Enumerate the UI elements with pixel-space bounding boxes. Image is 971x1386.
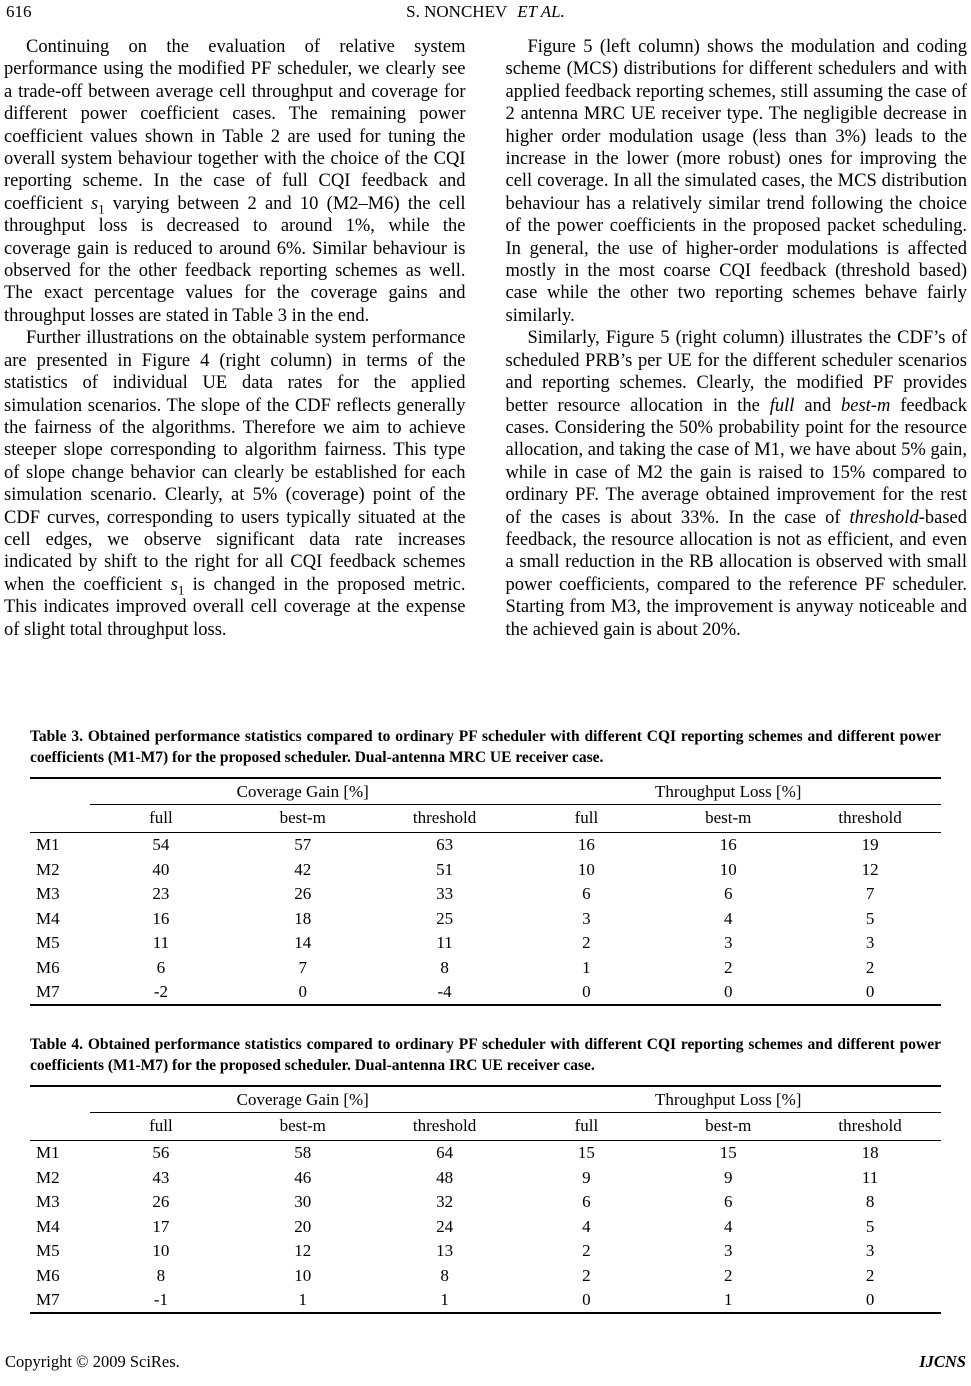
table-row xyxy=(30,1288,941,1314)
table4-body xyxy=(30,1140,941,1313)
table-row xyxy=(30,857,941,882)
table-cell: 5 xyxy=(865,908,875,928)
table-cell: 5 xyxy=(865,1216,875,1236)
table-cell: 0 xyxy=(298,982,307,1001)
table4-caption: Table 4. Obtained performance statistics compared to ordinary PF scheduler with different CQI reporting schemes and different power coefficients (M1-M7) for the proposed scheduler. Dual-antenna IRC UE receiver case. xyxy=(30,1036,941,1074)
table-cell: 24 xyxy=(436,1216,454,1236)
right-column xyxy=(506,36,968,641)
table-cell: 10 xyxy=(719,859,737,879)
table-cell: 54 xyxy=(152,835,170,854)
table-cell: 19 xyxy=(861,835,879,854)
table-cell: 10 xyxy=(294,1265,312,1285)
table-cell: -4 xyxy=(437,982,452,1001)
running-author: S. NONCHEV xyxy=(406,2,508,21)
table-cell: 1 xyxy=(440,1290,449,1309)
math-subscript: 1 xyxy=(98,202,105,217)
column-header: threshold xyxy=(799,1113,941,1141)
row-label: M5 xyxy=(36,933,60,952)
table-cell: 0 xyxy=(865,1290,875,1309)
table-cell: 6 xyxy=(582,1192,591,1211)
column-header: best-m xyxy=(657,805,799,833)
table-row xyxy=(30,832,941,857)
row-label: M3 xyxy=(36,884,60,903)
row-label: M4 xyxy=(36,908,60,928)
table4-column-header-row xyxy=(30,1113,941,1141)
paragraph: Continuing on the evaluation of relative system performance using the modified PF scheduler, we clearly see a trade-off between average cell throughput and coverage for different power coefficient cases. The remaining power coefficient values shown in Table 2 are used for tuning the overall system behaviour together with the choice of the CQI reporting scheme. In the case of full CQI feedback and coefficient $s_1$ varying between 2 and 10 (M2–M6) the cell throughput loss is decreased to around 1%, while the coverage gain is reduced to around 6%. Similar behaviour is observed for the other feedback reporting schemes as well. The exact percentage values for the coverage gains and throughput losses are stated in Table 3 in the end. xyxy=(4,37,466,326)
table-cell: 4 xyxy=(723,908,733,928)
table-row xyxy=(30,931,941,956)
table3-body xyxy=(30,832,941,1005)
table-cell: 10 xyxy=(152,1241,170,1260)
group-header-throughput-loss: Throughput Loss [%] xyxy=(515,778,941,805)
table4-block xyxy=(30,1035,941,1314)
table-cell: -1 xyxy=(153,1290,168,1309)
row-label: M1 xyxy=(36,835,60,854)
table-cell: 64 xyxy=(436,1143,454,1162)
table-row xyxy=(30,882,941,907)
body-columns xyxy=(4,36,967,641)
table-row xyxy=(30,1190,941,1215)
table-cell: 11 xyxy=(436,933,453,952)
group-header-coverage-gain: Coverage Gain [%] xyxy=(90,778,515,805)
column-header: threshold xyxy=(374,805,516,833)
group-header-throughput-loss: Throughput Loss [%] xyxy=(515,1086,941,1113)
copyright-notice: Copyright © 2009 SciRes. xyxy=(5,1352,180,1371)
table-cell: 40 xyxy=(152,859,170,879)
running-etal: ET AL. xyxy=(517,2,565,21)
table-cell: 11 xyxy=(152,933,170,952)
empty-cell xyxy=(30,1086,90,1113)
row-label: M4 xyxy=(36,1216,60,1236)
empty-cell xyxy=(30,1113,90,1141)
paragraph: Further illustrations on the obtainable system performance are presented in Figure 4 (right column) in terms of the statistics of individual UE data rates for the applied simulation scenarios. The slope of the CDF reflects generally the fairness of the algorithms. Therefore we aim to achieve steeper slope corresponding to algorithm fairness. This type of slope change behavior can clearly be established for each simulation scenario. Clearly, at 5% (coverage) point of the CDF curves, corresponding to users typically situated at the cell edges, we observe significant data rate increases indicated by shift to the right for all CQI feedback schemes when the coefficient $s_1$ is changed in the proposed metric. This indicates improved overall cell coverage at the expense of slight total throughput loss. xyxy=(4,328,466,640)
table-cell: 8 xyxy=(865,1192,875,1211)
empty-cell xyxy=(30,778,90,805)
table-cell: 2 xyxy=(865,1265,875,1285)
table-cell: 33 xyxy=(436,884,454,903)
table-cell: 12 xyxy=(861,859,879,879)
table3-block xyxy=(30,727,941,1006)
table-cell: 16 xyxy=(719,835,737,854)
table-cell: 3 xyxy=(582,908,591,928)
page-number: 616 xyxy=(6,2,32,21)
table-cell: 2 xyxy=(582,933,591,952)
table-cell: 58 xyxy=(294,1143,312,1162)
row-label: M6 xyxy=(36,957,60,977)
column-header: best-m xyxy=(232,1113,374,1141)
row-label: M2 xyxy=(36,1167,60,1187)
table-cell: 0 xyxy=(582,1290,591,1309)
table3-caption: Table 3. Obtained performance statistics compared to ordinary PF scheduler with different CQI reporting schemes and different power coefficients (M1-M7) for the proposed scheduler. Dual-antenna MRC UE receiver case. xyxy=(30,728,941,766)
column-header: best-m xyxy=(657,1113,799,1141)
empty-cell xyxy=(30,805,90,833)
table-cell: 0 xyxy=(582,982,591,1001)
paragraph: Figure 5 (left column) shows the modulation and coding scheme (MCS) distributions for different schedulers and with applied feedback reporting schemes, still assuming the case of 2 antenna MRC UE receiver type. The negligible decrease in higher order modulation usage (less than 3%) leads to the increase in the lower (more robust) ones for improving the cell coverage. In all the simulated cases, the MCS distribution behaviour has a relatively similar trend following the choice of the power coefficients in the proposed packet scheduling. In general, the use of higher-order modulations is affected mostly in the most coarse CQI feedback (threshold based) case while the other two reporting schemes behave fairly similarly. xyxy=(505,37,967,326)
column-header: full xyxy=(90,805,232,833)
table-cell: 0 xyxy=(865,982,875,1001)
table-cell: 46 xyxy=(294,1167,312,1187)
table-cell: 17 xyxy=(152,1216,170,1236)
table-cell: 43 xyxy=(152,1167,170,1187)
table-cell: 3 xyxy=(723,1241,733,1260)
table-cell: 30 xyxy=(294,1192,312,1211)
table4-group-header-row xyxy=(30,1086,941,1113)
column-header: full xyxy=(90,1113,232,1141)
table-row xyxy=(30,955,941,980)
table-cell: 8 xyxy=(440,1265,449,1285)
table-cell: 26 xyxy=(152,1192,170,1211)
table-cell: -2 xyxy=(153,982,168,1001)
table-cell: 48 xyxy=(436,1167,454,1187)
row-label: M1 xyxy=(36,1143,60,1162)
column-header: best-m xyxy=(232,805,374,833)
column-header: threshold xyxy=(799,805,941,833)
math-subscript: 1 xyxy=(177,583,185,598)
table-cell: 12 xyxy=(294,1241,312,1260)
table-cell: 1 xyxy=(723,1290,733,1309)
column-header: threshold xyxy=(374,1113,516,1141)
table-cell: 0 xyxy=(723,982,733,1001)
table-cell: 2 xyxy=(865,957,875,977)
table-cell: 11 xyxy=(861,1167,879,1187)
table-cell: 7 xyxy=(298,957,307,977)
math-variable: s xyxy=(170,574,178,595)
table-cell: 6 xyxy=(723,884,733,903)
table-cell: 3 xyxy=(865,933,875,952)
page-footer xyxy=(5,1352,966,1374)
table-cell: 23 xyxy=(152,884,170,903)
table-cell: 1 xyxy=(298,1290,307,1309)
paragraph: Similarly, Figure 5 (right column) illustrates the CDF’s of scheduled PRB’s per UE for the different scheduler scenarios and reporting schemes. Clearly, the modified PF provides better resource allocation in the full and best-m feedback cases. Considering the 50% probability point for the resource allocation, and taking the case of M1, we have about 5% gain, while in case of M2 the gain is raised to 15% compared to ordinary PF. The average obtained improvement for the rest of the cases is about 33%. In the case of threshold-based feedback, the resource allocation is not as efficient, and even a small reduction in the RB allocation is observed with small power coefficients, compared to the reference PF scheduler. Starting from M3, the improvement is anyway noticeable and the achieved gain is about 20%. xyxy=(505,328,967,640)
table-cell: 3 xyxy=(723,933,733,952)
table-cell: 18 xyxy=(294,908,312,928)
table-cell: 9 xyxy=(582,1167,591,1187)
table-cell: 6 xyxy=(723,1192,733,1211)
table-cell: 16 xyxy=(152,908,170,928)
math-variable: s xyxy=(91,193,99,214)
table4 xyxy=(30,1085,941,1314)
column-header: full xyxy=(515,1113,657,1141)
table-cell: 2 xyxy=(723,1265,733,1285)
emphasis-term: best-m xyxy=(841,395,891,416)
running-title xyxy=(6,2,965,22)
table-cell: 25 xyxy=(436,908,454,928)
table-cell: 2 xyxy=(582,1265,591,1285)
table-cell: 13 xyxy=(436,1241,454,1260)
table-cell: 51 xyxy=(436,859,454,879)
table-row xyxy=(30,1214,941,1239)
table-cell: 6 xyxy=(582,884,591,903)
table-cell: 16 xyxy=(577,835,595,854)
table-row xyxy=(30,980,941,1006)
table-cell: 14 xyxy=(294,933,312,952)
row-label: M3 xyxy=(36,1192,60,1211)
group-header-coverage-gain: Coverage Gain [%] xyxy=(90,1086,515,1113)
table-row xyxy=(30,1140,941,1165)
table-cell: 15 xyxy=(719,1143,737,1162)
emphasis-term: full xyxy=(769,395,795,416)
table-cell: 4 xyxy=(723,1216,733,1236)
table-cell: 3 xyxy=(865,1241,875,1260)
row-label: M7 xyxy=(36,1290,60,1309)
table-cell: 32 xyxy=(436,1192,454,1211)
running-header xyxy=(6,2,965,24)
column-header: full xyxy=(515,805,657,833)
table-row xyxy=(30,906,941,931)
table-cell: 20 xyxy=(294,1216,312,1236)
row-label: M5 xyxy=(36,1241,60,1260)
table3-column-header-row xyxy=(30,805,941,833)
table-cell: 42 xyxy=(294,859,312,879)
table-row xyxy=(30,1263,941,1288)
table3 xyxy=(30,777,941,1006)
table-row xyxy=(30,1165,941,1190)
row-label: M6 xyxy=(36,1265,60,1285)
table-cell: 4 xyxy=(582,1216,591,1236)
left-column xyxy=(4,36,466,641)
table3-group-header-row xyxy=(30,778,941,805)
table-cell: 18 xyxy=(861,1143,879,1162)
table-cell: 9 xyxy=(723,1167,733,1187)
table-cell: 63 xyxy=(436,835,454,854)
table-cell: 15 xyxy=(577,1143,595,1162)
table-cell: 6 xyxy=(156,957,166,977)
row-label: M2 xyxy=(36,859,60,879)
table-cell: 26 xyxy=(294,884,312,903)
table-row xyxy=(30,1239,941,1264)
table-cell: 2 xyxy=(582,1241,591,1260)
table-cell: 57 xyxy=(294,835,312,854)
table-cell: 8 xyxy=(156,1265,166,1285)
emphasis-term: threshold xyxy=(849,507,919,528)
table-cell: 10 xyxy=(577,859,595,879)
table-cell: 56 xyxy=(152,1143,170,1162)
row-label: M7 xyxy=(36,982,60,1001)
table-cell: 8 xyxy=(440,957,449,977)
table-cell: 1 xyxy=(582,957,591,977)
journal-abbreviation: IJCNS xyxy=(919,1352,966,1371)
table-cell: 2 xyxy=(723,957,733,977)
table-cell: 7 xyxy=(865,884,875,903)
